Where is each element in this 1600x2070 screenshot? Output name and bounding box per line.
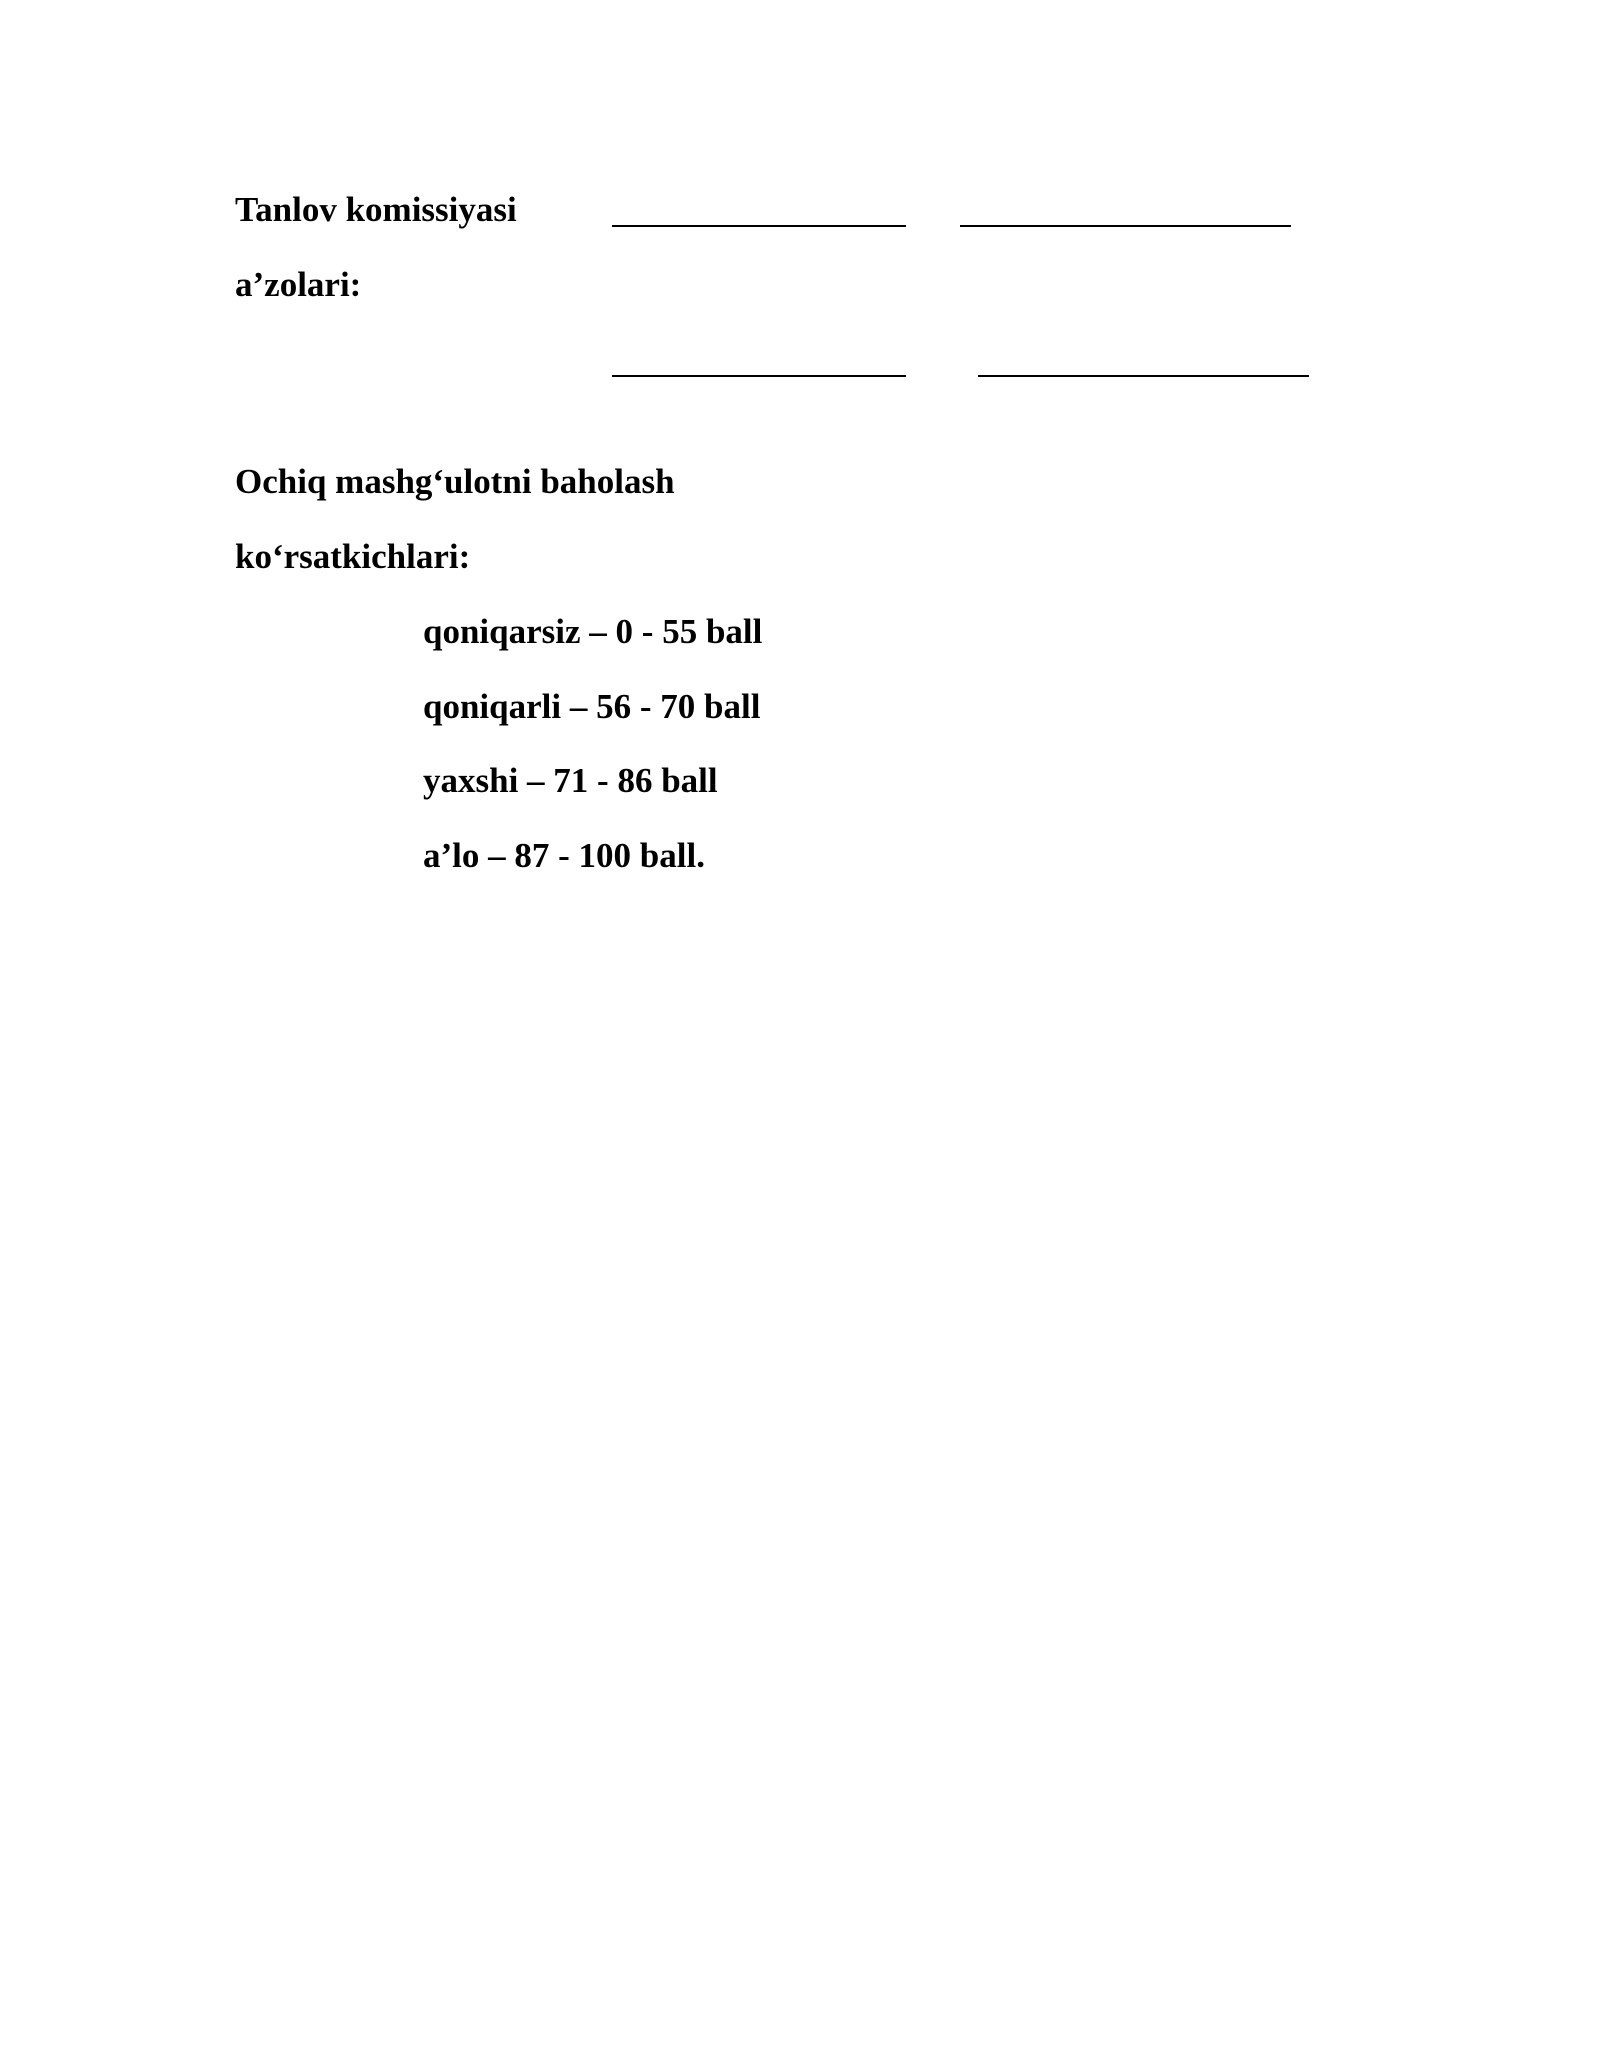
grade-item: a’lo – 87 - 100 ball. [423, 836, 705, 875]
commission-label-line2: a’zolari: [235, 265, 362, 304]
signature-line-1 [612, 225, 906, 227]
grade-item: yaxshi – 71 - 86 ball [423, 761, 718, 800]
signature-line-4 [978, 375, 1309, 377]
grade-item: qoniqarsiz – 0 - 55 ball [423, 612, 763, 651]
evaluation-heading-line1: Ochiq mashg‘ulotni baholash [235, 462, 675, 501]
evaluation-heading-line2: ko‘rsatkichlari: [235, 537, 471, 576]
signature-line-2 [960, 225, 1291, 227]
grade-item: qoniqarli – 56 - 70 ball [423, 687, 761, 726]
commission-label-line1: Tanlov komissiyasi [235, 190, 517, 229]
signature-line-3 [612, 375, 906, 377]
